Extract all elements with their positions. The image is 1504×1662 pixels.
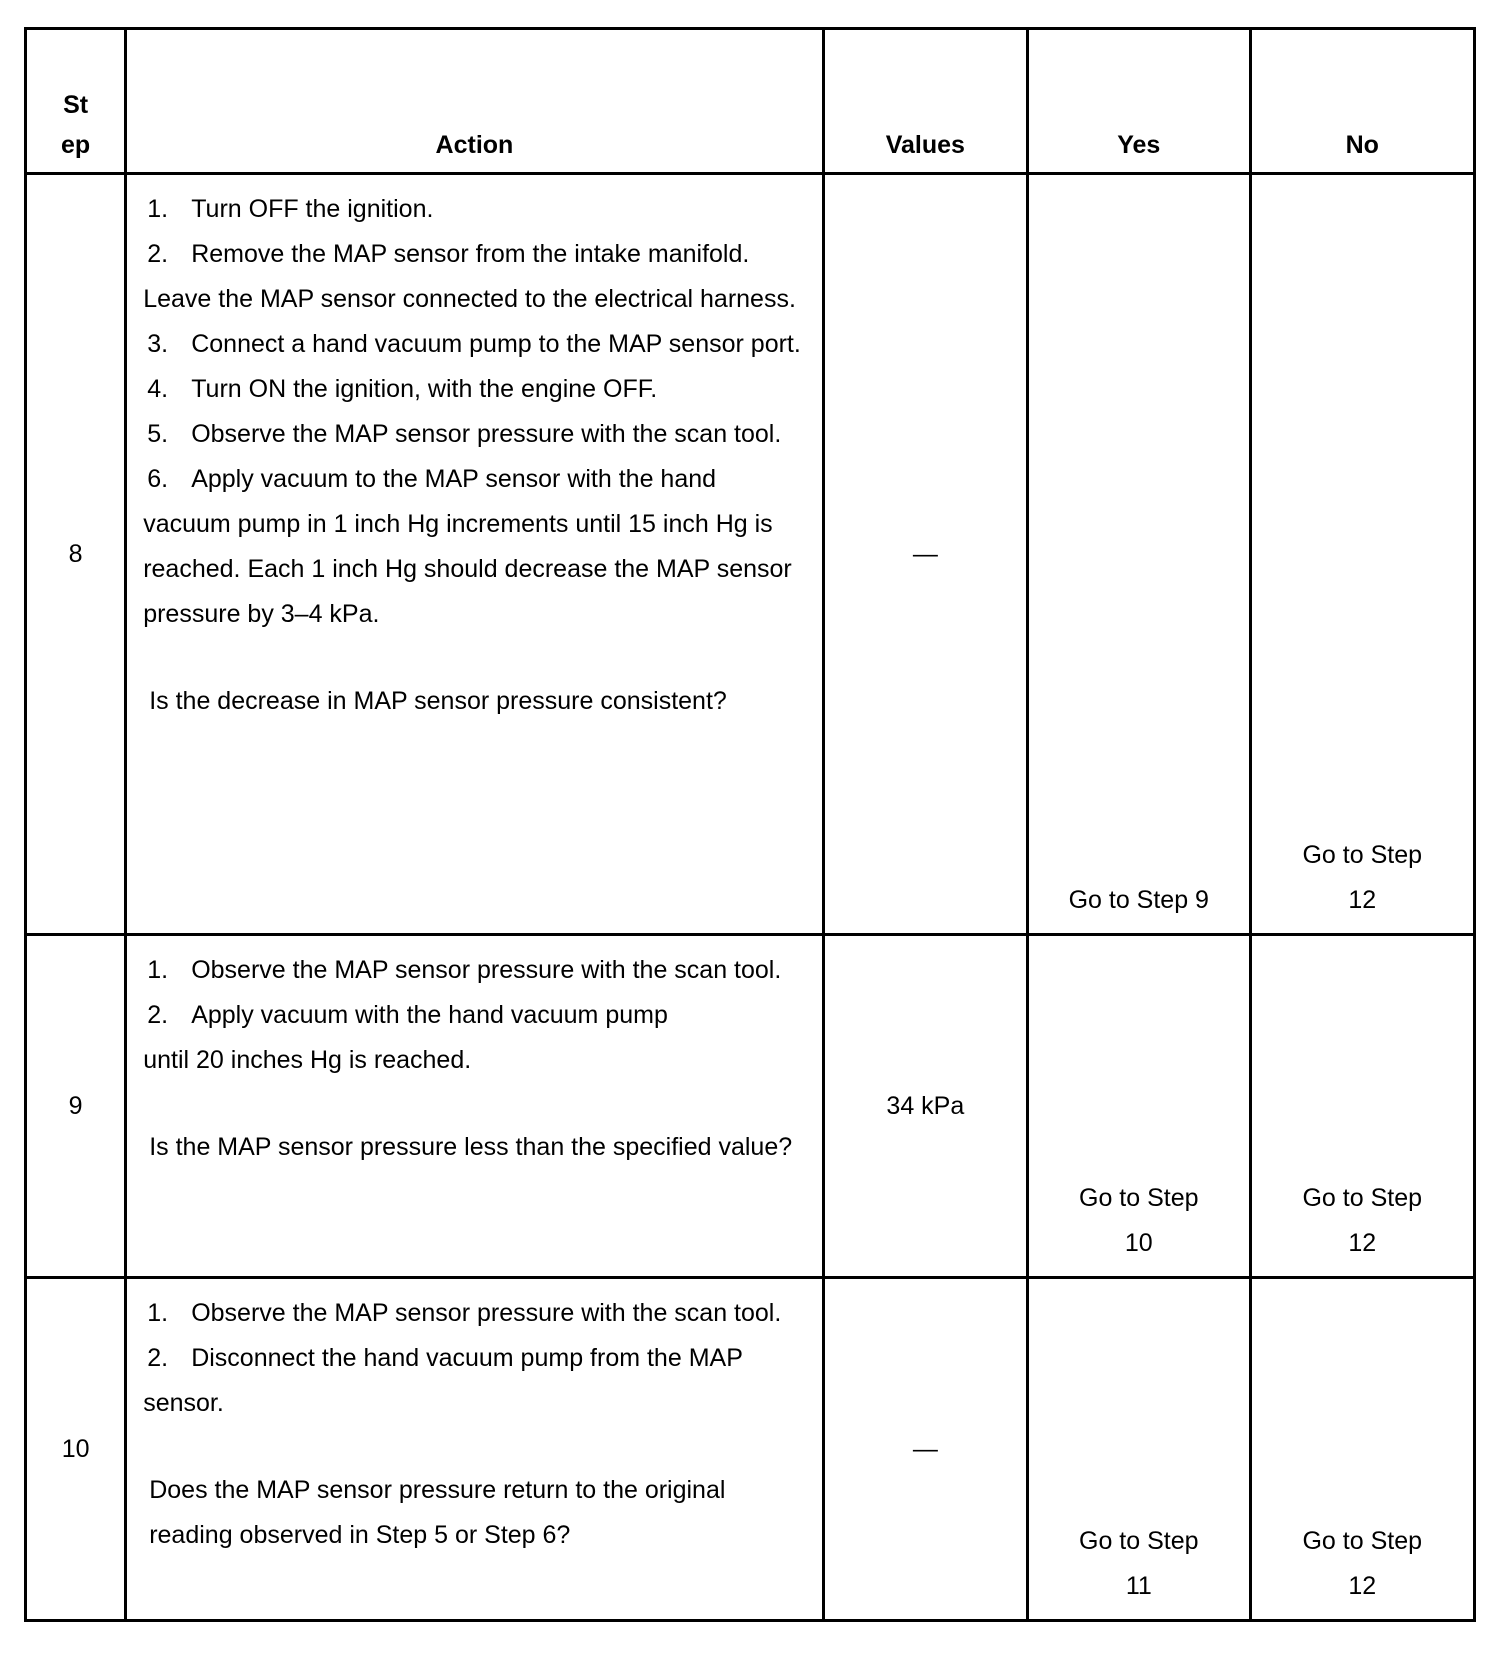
- yes-cell: [1028, 935, 1250, 1278]
- header-yes: Yes: [1028, 29, 1250, 174]
- action-item: 1. Observe the MAP sensor pressure with the scan tool.: [147, 956, 782, 984]
- step-number: 8: [26, 174, 126, 935]
- action-question: Is the MAP sensor pressure less than the specified value?: [149, 1133, 793, 1161]
- action-item: 1. Turn OFF the ignition.: [147, 195, 434, 223]
- header-values: Values: [823, 29, 1027, 174]
- header-step-line2: ep: [61, 131, 91, 159]
- table-row: [26, 174, 1475, 935]
- table-row: [26, 935, 1475, 1278]
- step-number: 9: [26, 935, 126, 1278]
- action-question: Is the decrease in MAP sensor pressure consistent?: [149, 687, 727, 715]
- action-item: 2. Apply vacuum with the hand vacuum pump until 20 inches Hg is reached.: [143, 1001, 668, 1074]
- diagnostic-table: [24, 27, 1476, 1622]
- action-cell: [126, 935, 823, 1278]
- header-action: Action: [126, 29, 823, 174]
- no-cell: [1250, 1278, 1474, 1621]
- action-question: Does the MAP sensor pressure return to the original reading observed in Step 5 or Step 6?: [149, 1476, 726, 1549]
- header-step-line1: St: [63, 91, 89, 119]
- value-cell: 34 kPa: [823, 935, 1027, 1278]
- action-item: 1. Observe the MAP sensor pressure with the scan tool.: [147, 1299, 782, 1327]
- no-goto-text: Go to Step 12: [1302, 841, 1423, 914]
- yes-cell: [1028, 1278, 1250, 1621]
- header-row: [26, 29, 1475, 174]
- action-item: 2. Disconnect the hand vacuum pump from the MAP sensor.: [143, 1344, 743, 1417]
- value-cell: —: [823, 174, 1027, 935]
- action-item: 3. Connect a hand vacuum pump to the MAP sensor port.: [147, 330, 801, 358]
- action-cell: [126, 174, 823, 935]
- table-row: [26, 1278, 1475, 1621]
- no-goto-text: Go to Step 12: [1302, 1527, 1423, 1600]
- header-step: [26, 29, 126, 174]
- value-cell: —: [823, 1278, 1027, 1621]
- action-item: 4. Turn ON the ignition, with the engine OFF.: [147, 375, 658, 403]
- action-item: 2. Remove the MAP sensor from the intake manifold. Leave the MAP sensor connected to the electrical harness.: [143, 240, 796, 313]
- action-cell: [126, 1278, 823, 1621]
- action-item: 6. Apply vacuum to the MAP sensor with the hand vacuum pump in 1 inch Hg increments until 15 inch Hg is reached. Each 1 inch Hg should decrease the MAP sensor pressure by 3–4 kPa.: [143, 465, 792, 628]
- yes-cell: [1028, 174, 1250, 935]
- action-item: 5. Observe the MAP sensor pressure with the scan tool.: [147, 420, 782, 448]
- step-number: 10: [26, 1278, 126, 1621]
- yes-goto-text: Go to Step 9: [1068, 886, 1209, 914]
- no-cell: [1250, 935, 1474, 1278]
- header-no: No: [1250, 29, 1474, 174]
- yes-goto-text: Go to Step 10: [1079, 1184, 1199, 1257]
- no-cell: [1250, 174, 1474, 935]
- no-goto-text: Go to Step 12: [1302, 1184, 1423, 1257]
- yes-goto-text: Go to Step 11: [1079, 1527, 1199, 1600]
